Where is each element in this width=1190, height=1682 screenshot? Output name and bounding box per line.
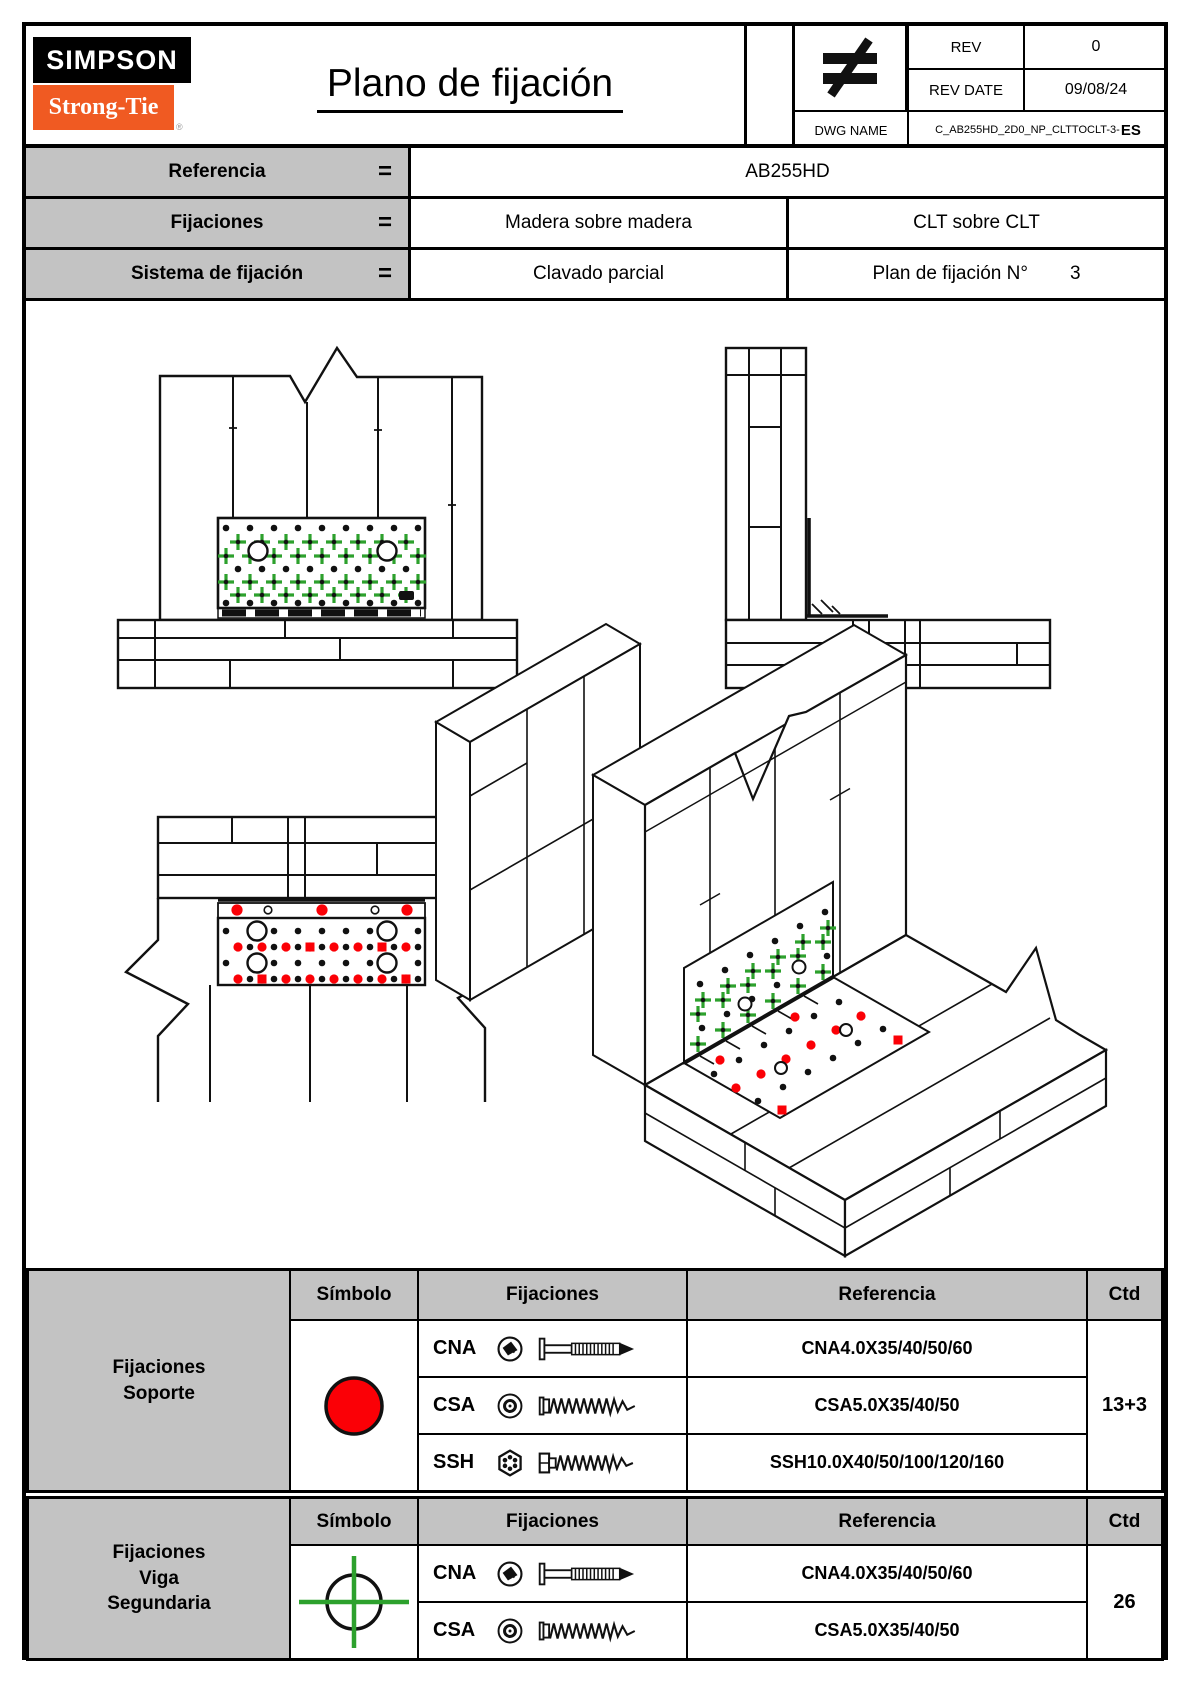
header-simbolo: Símbolo	[289, 1499, 417, 1544]
group-label-viga	[29, 1499, 289, 1658]
ref-ssh: SSH10.0X40/50/100/120/160	[686, 1433, 1086, 1490]
fastener-code: CNA	[433, 1562, 477, 1584]
red-circle-symbol	[319, 1371, 389, 1441]
ref-csa: CSA5.0X35/40/50	[686, 1601, 1086, 1658]
plan-number-cell	[786, 250, 1164, 298]
csa-screw-drawing	[535, 1390, 647, 1422]
sistema-value-1: Clavado parcial	[533, 263, 664, 284]
fastener-row-csa	[417, 1601, 686, 1658]
qty-viga: 26	[1086, 1544, 1161, 1658]
cna-head-icon	[495, 1559, 525, 1589]
fastener-code: CNA	[433, 1337, 477, 1359]
dwg-name-value	[907, 110, 1167, 148]
rev-date-value: 09/08/24	[1023, 68, 1167, 110]
ssh-head-icon	[495, 1448, 525, 1478]
reference-row	[26, 148, 1164, 199]
cna-nail-drawing	[535, 1558, 647, 1590]
referencia-value: AB255HD	[745, 161, 830, 182]
csa-head-icon	[495, 1616, 525, 1646]
symbol-cell-soporte	[289, 1319, 417, 1490]
header-ctd: Ctd	[1086, 1499, 1161, 1544]
ref-cna: CNA4.0X35/40/50/60	[686, 1544, 1086, 1601]
group-label-text: Fijaciones Viga Segundaria	[107, 1542, 211, 1615]
sistema-row	[26, 250, 1164, 301]
strongtie-logo	[33, 85, 174, 130]
equals-sign: =	[377, 158, 392, 185]
fastener-code: CSA	[433, 1394, 476, 1416]
header-fijaciones: Fijaciones	[417, 1499, 686, 1544]
fijaciones-label: Fijaciones	[170, 212, 264, 233]
rev-date-label: REV DATE	[907, 68, 1023, 110]
csa-screw-drawing	[535, 1615, 647, 1647]
header-ctd: Ctd	[1086, 1271, 1161, 1319]
referencia-label: Referencia	[168, 161, 266, 182]
ssh-screw-drawing	[535, 1447, 647, 1479]
title-block	[26, 26, 1164, 148]
equals-sign: =	[377, 260, 392, 287]
front-view-drawing	[118, 348, 517, 688]
not-equal-icon	[795, 26, 907, 110]
rev-value: 0	[1023, 26, 1167, 68]
fijaciones-label-cell	[26, 199, 411, 247]
rev-label: REV	[907, 26, 1023, 68]
page-title: Plano de fijación	[317, 62, 623, 113]
plan-number-value: 3	[1069, 263, 1081, 284]
cna-head-icon	[495, 1334, 525, 1364]
legend-table-soporte	[26, 1268, 1164, 1493]
header-referencia: Referencia	[686, 1271, 1086, 1319]
fastener-row-cna	[417, 1319, 686, 1376]
front-floor-slab	[118, 620, 517, 688]
simpson-logo-text: SIMPSON	[46, 44, 178, 75]
drawing-area	[0, 310, 1190, 1268]
fastener-code: CSA	[433, 1619, 476, 1641]
fastener-row-ssh	[417, 1433, 686, 1490]
cna-nail-drawing	[535, 1333, 647, 1365]
title-zone	[196, 26, 747, 148]
legend-table-viga	[26, 1496, 1164, 1661]
group-label-soporte	[29, 1271, 289, 1490]
green-crosshair-symbol	[293, 1552, 415, 1652]
strongtie-logo-text: Strong-Tie	[48, 94, 159, 120]
header-simbolo: Símbolo	[289, 1271, 417, 1319]
fijaciones-row	[26, 199, 1164, 250]
symbol-cell-viga	[289, 1544, 417, 1658]
side-angle-bracket	[807, 518, 888, 616]
ref-csa: CSA5.0X35/40/50	[686, 1376, 1086, 1433]
plan-number-label: Plan de fijación N°	[872, 263, 1028, 284]
dwg-name-suffix: ES	[1120, 121, 1141, 139]
group-label-text: Fijaciones Soporte	[112, 1356, 206, 1404]
header-referencia: Referencia	[686, 1499, 1086, 1544]
isometric-view-drawing	[436, 624, 1106, 1256]
registered-mark: ®	[176, 122, 183, 132]
sistema-label-cell	[26, 250, 411, 298]
plate-stamp	[399, 591, 414, 600]
sistema-label: Sistema de fijación	[130, 263, 304, 284]
header-fijaciones: Fijaciones	[417, 1271, 686, 1319]
simpson-logo	[33, 37, 191, 83]
revision-block	[792, 26, 1164, 148]
fijaciones-value-2: CLT sobre CLT	[786, 199, 1164, 247]
fastener-row-cna	[417, 1544, 686, 1601]
ref-cna: CNA4.0X35/40/50/60	[686, 1319, 1086, 1376]
fastener-code: SSH	[433, 1451, 475, 1473]
side-view-drawing	[726, 348, 1050, 688]
equals-sign: =	[377, 209, 392, 236]
csa-head-icon	[495, 1391, 525, 1421]
fastener-row-csa	[417, 1376, 686, 1433]
dwg-name-text: C_AB255HD_2D0_NP_CLTTOCLT-3-	[935, 124, 1120, 136]
dwg-name-label: DWG NAME	[795, 110, 907, 148]
reference-table	[26, 148, 1164, 301]
referencia-label-cell	[26, 148, 411, 196]
fijaciones-value-1: Madera sobre madera	[505, 212, 692, 233]
qty-soporte: 13+3	[1086, 1319, 1161, 1490]
